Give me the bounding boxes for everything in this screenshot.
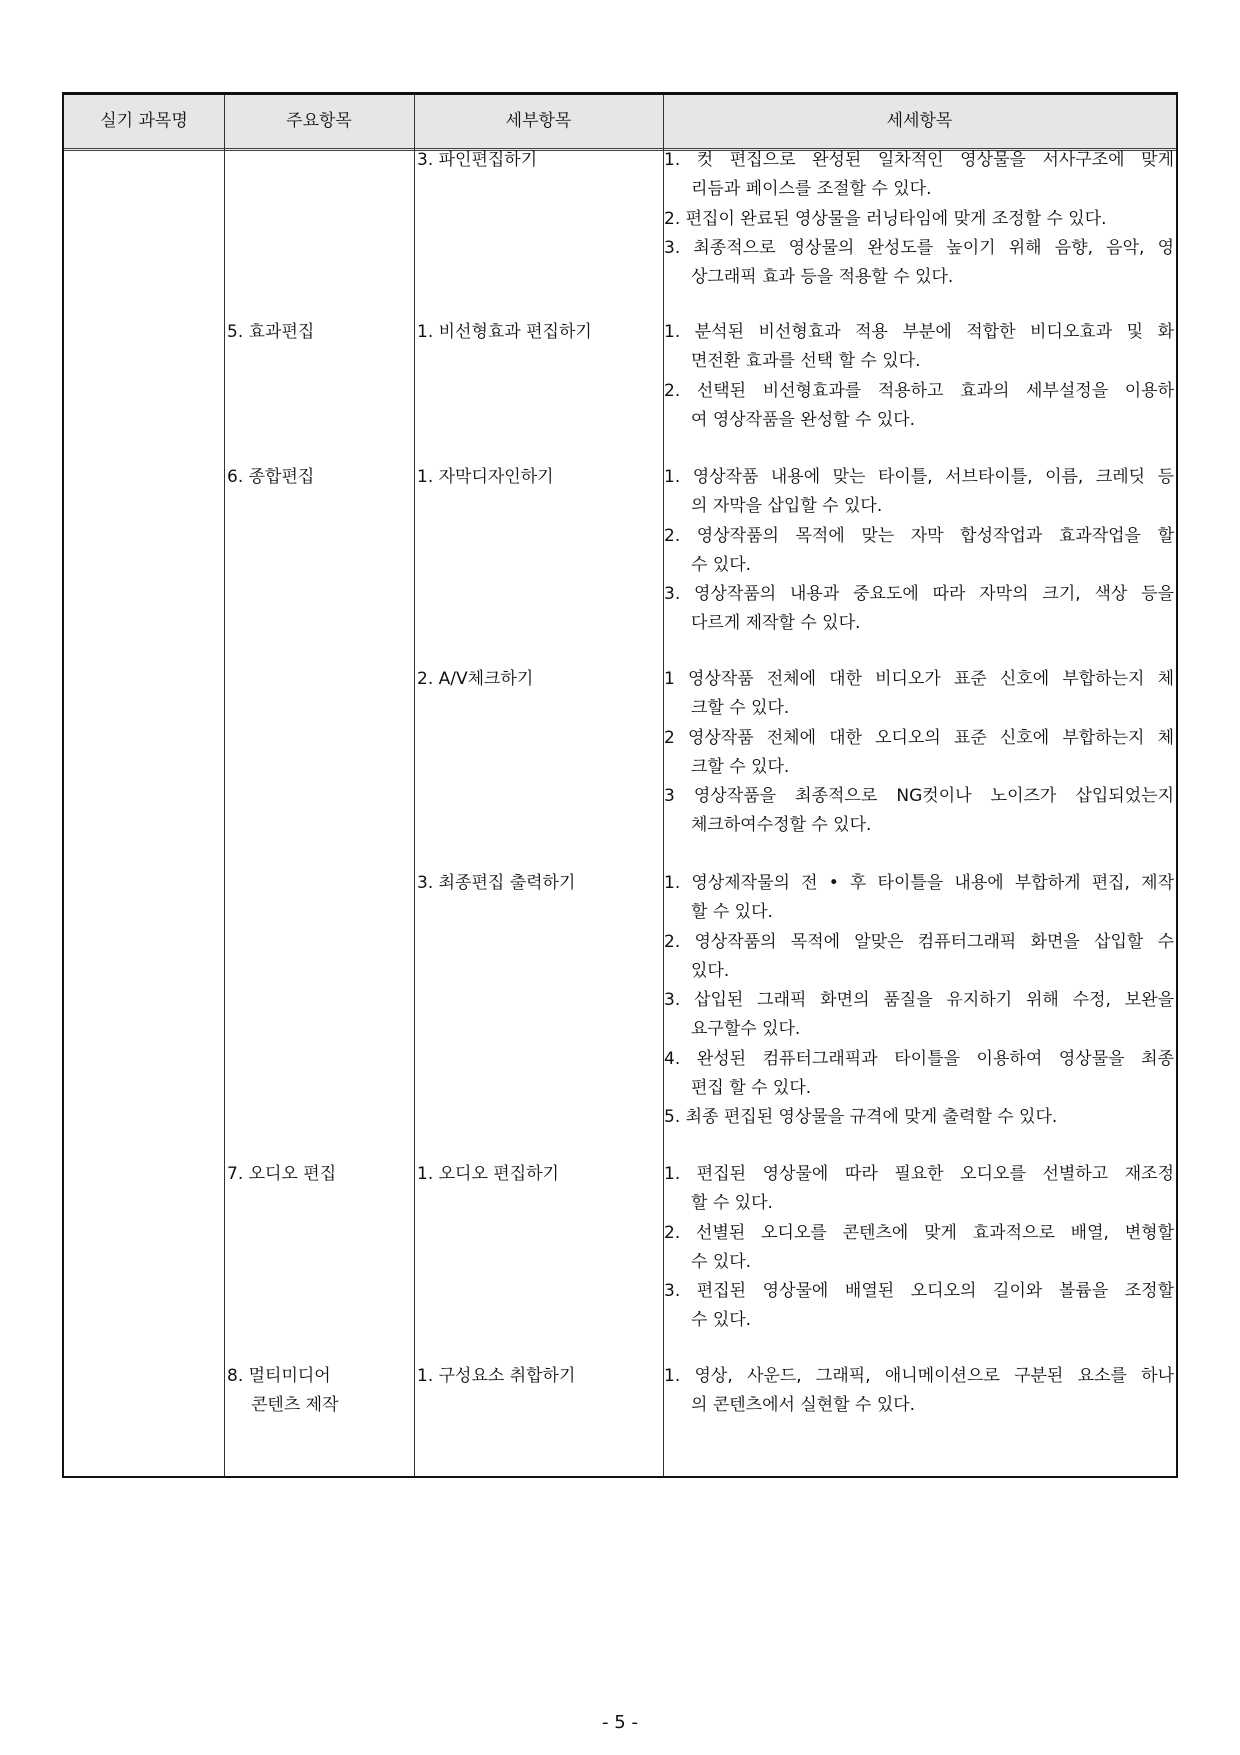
sub-item: 2. A/V체크하기 — [417, 669, 534, 689]
main-item: 5. 효과편집 — [227, 322, 315, 342]
detail-list — [664, 146, 1174, 292]
main-item: 6. 종합편집 — [227, 467, 315, 487]
detail-item-line: 크할 수 있다. — [691, 698, 790, 719]
detail-item-line: 3 영상작품을 최종적으로 NG컷이나 노이즈가 삽입되었는지 — [664, 786, 1174, 807]
detail-item-line: 상그래픽 효과 등을 적용할 수 있다. — [691, 267, 954, 288]
detail-item-line: 할 수 있다. — [691, 902, 773, 923]
detail-item-line: 면전환 효과를 선택 할 수 있다. — [691, 351, 921, 372]
detail-list — [664, 665, 1174, 841]
column-divider — [414, 95, 415, 1476]
detail-item-line: 3. 최종적으로 영상물의 완성도를 높이기 위해 음향, 음악, 영 — [664, 237, 1174, 258]
detail-item-line: 2. 편집이 완료된 영상물을 러닝타임에 맞게 조정할 수 있다. — [664, 208, 1107, 229]
detail-item-line: 2. 선별된 오디오를 콘텐츠에 맞게 효과적으로 배열, 변형할 — [664, 1222, 1174, 1243]
column-divider — [224, 95, 225, 1476]
detail-item-line: 수 있다. — [691, 1310, 752, 1331]
detail-list — [664, 1160, 1174, 1336]
detail-item-line: 있다. — [691, 960, 730, 981]
sub-item: 1. 구성요소 취합하기 — [417, 1366, 576, 1386]
detail-item-line: 5. 최종 편집된 영상물을 규격에 맞게 출력할 수 있다. — [664, 1107, 1058, 1128]
detail-item-line: 1. 컷 편집으로 완성된 일차적인 영상물을 서사구조에 맞게 — [664, 150, 1174, 170]
main-item: 7. 오디오 편집 — [227, 1164, 337, 1184]
sub-item: 1. 자막디자인하기 — [417, 467, 554, 487]
detail-item-line: 다르게 제작할 수 있다. — [691, 613, 861, 634]
detail-item-line: 1. 영상제작물의 전 • 후 타이틀을 내용에 부합하게 편집, 제작 — [664, 873, 1174, 893]
detail-item-line: 3. 영상작품의 내용과 중요도에 따라 자막의 크기, 색상 등을 — [664, 584, 1174, 605]
detail-item-line: 2. 선택된 비선형효과를 적용하고 효과의 세부설정을 이용하 — [664, 380, 1174, 401]
detail-list — [664, 869, 1174, 1133]
detail-item-line: 체크하여수정할 수 있다. — [691, 815, 872, 836]
detail-item-line: 2. 영상작품의 목적에 알맞은 컴퓨터그래픽 화면을 삽입할 수 — [664, 931, 1174, 952]
detail-item-line: 의 콘텐츠에서 실현할 수 있다. — [691, 1395, 916, 1416]
detail-item-line: 3. 삽입된 그래픽 화면의 품질을 유지하기 위해 수정, 보완을 — [664, 990, 1174, 1011]
detail-item-line: 할 수 있다. — [691, 1193, 773, 1214]
detail-item-line: 1. 영상, 사운드, 그래픽, 애니메이션으로 구분된 요소를 하나 — [664, 1366, 1174, 1386]
detail-item-line: 2. 영상작품의 목적에 맞는 자막 합성작업과 효과작업을 할 — [664, 525, 1174, 546]
detail-item-line: 리듬과 페이스를 조절할 수 있다. — [691, 179, 932, 200]
detail-list — [664, 318, 1174, 435]
detail-item-line: 편집 할 수 있다. — [691, 1078, 812, 1099]
header-detail-item: 세세항목 — [886, 111, 953, 131]
page-number: - 5 - — [602, 1712, 638, 1733]
sub-item: 3. 파인편집하기 — [417, 150, 538, 170]
detail-list — [664, 463, 1174, 639]
main-item: 콘텐츠 제작 — [251, 1395, 339, 1416]
detail-item-line: 1 영상작품 전체에 대한 비디오가 표준 신호에 부합하는지 체 — [664, 669, 1174, 689]
detail-item-line: 1. 분석된 비선형효과 적용 부분에 적합한 비디오효과 및 화 — [664, 322, 1174, 342]
header-main-item: 주요항목 — [286, 111, 352, 131]
sub-item: 3. 최종편집 출력하기 — [417, 873, 576, 893]
detail-item-line: 여 영상작품을 완성할 수 있다. — [691, 409, 916, 430]
detail-item-line: 3. 편집된 영상물에 배열된 오디오의 길이와 볼륨을 조정할 — [664, 1281, 1174, 1302]
sub-item: 1. 비선형효과 편집하기 — [417, 322, 592, 342]
detail-item-line: 요구할수 있다. — [691, 1019, 801, 1040]
detail-item-line: 4. 완성된 컴퓨터그래픽과 타이틀을 이용하여 영상물을 최종 — [664, 1048, 1174, 1069]
detail-item-line: 1. 편집된 영상물에 따라 필요한 오디오를 선별하고 재조정 — [664, 1164, 1174, 1184]
table-header — [64, 95, 1176, 151]
detail-item-line: 수 있다. — [691, 1251, 752, 1272]
detail-item-line: 1. 영상작품 내용에 맞는 타이틀, 서브타이틀, 이름, 크레딧 등 — [664, 467, 1174, 487]
detail-item-line: 크할 수 있다. — [691, 756, 790, 777]
header-subject: 실기 과목명 — [100, 111, 188, 131]
detail-item-line: 의 자막을 삽입할 수 있다. — [691, 496, 883, 517]
header-sub-item: 세부항목 — [505, 111, 572, 131]
detail-item-line: 수 있다. — [691, 554, 752, 575]
detail-list — [664, 1362, 1174, 1421]
detail-item-line: 2 영상작품 전체에 대한 오디오의 표준 신호에 부합하는지 체 — [664, 727, 1174, 748]
main-item: 8. 멀티미디어 — [227, 1366, 331, 1386]
sub-item: 1. 오디오 편집하기 — [417, 1164, 559, 1184]
curriculum-table — [62, 92, 1178, 1478]
